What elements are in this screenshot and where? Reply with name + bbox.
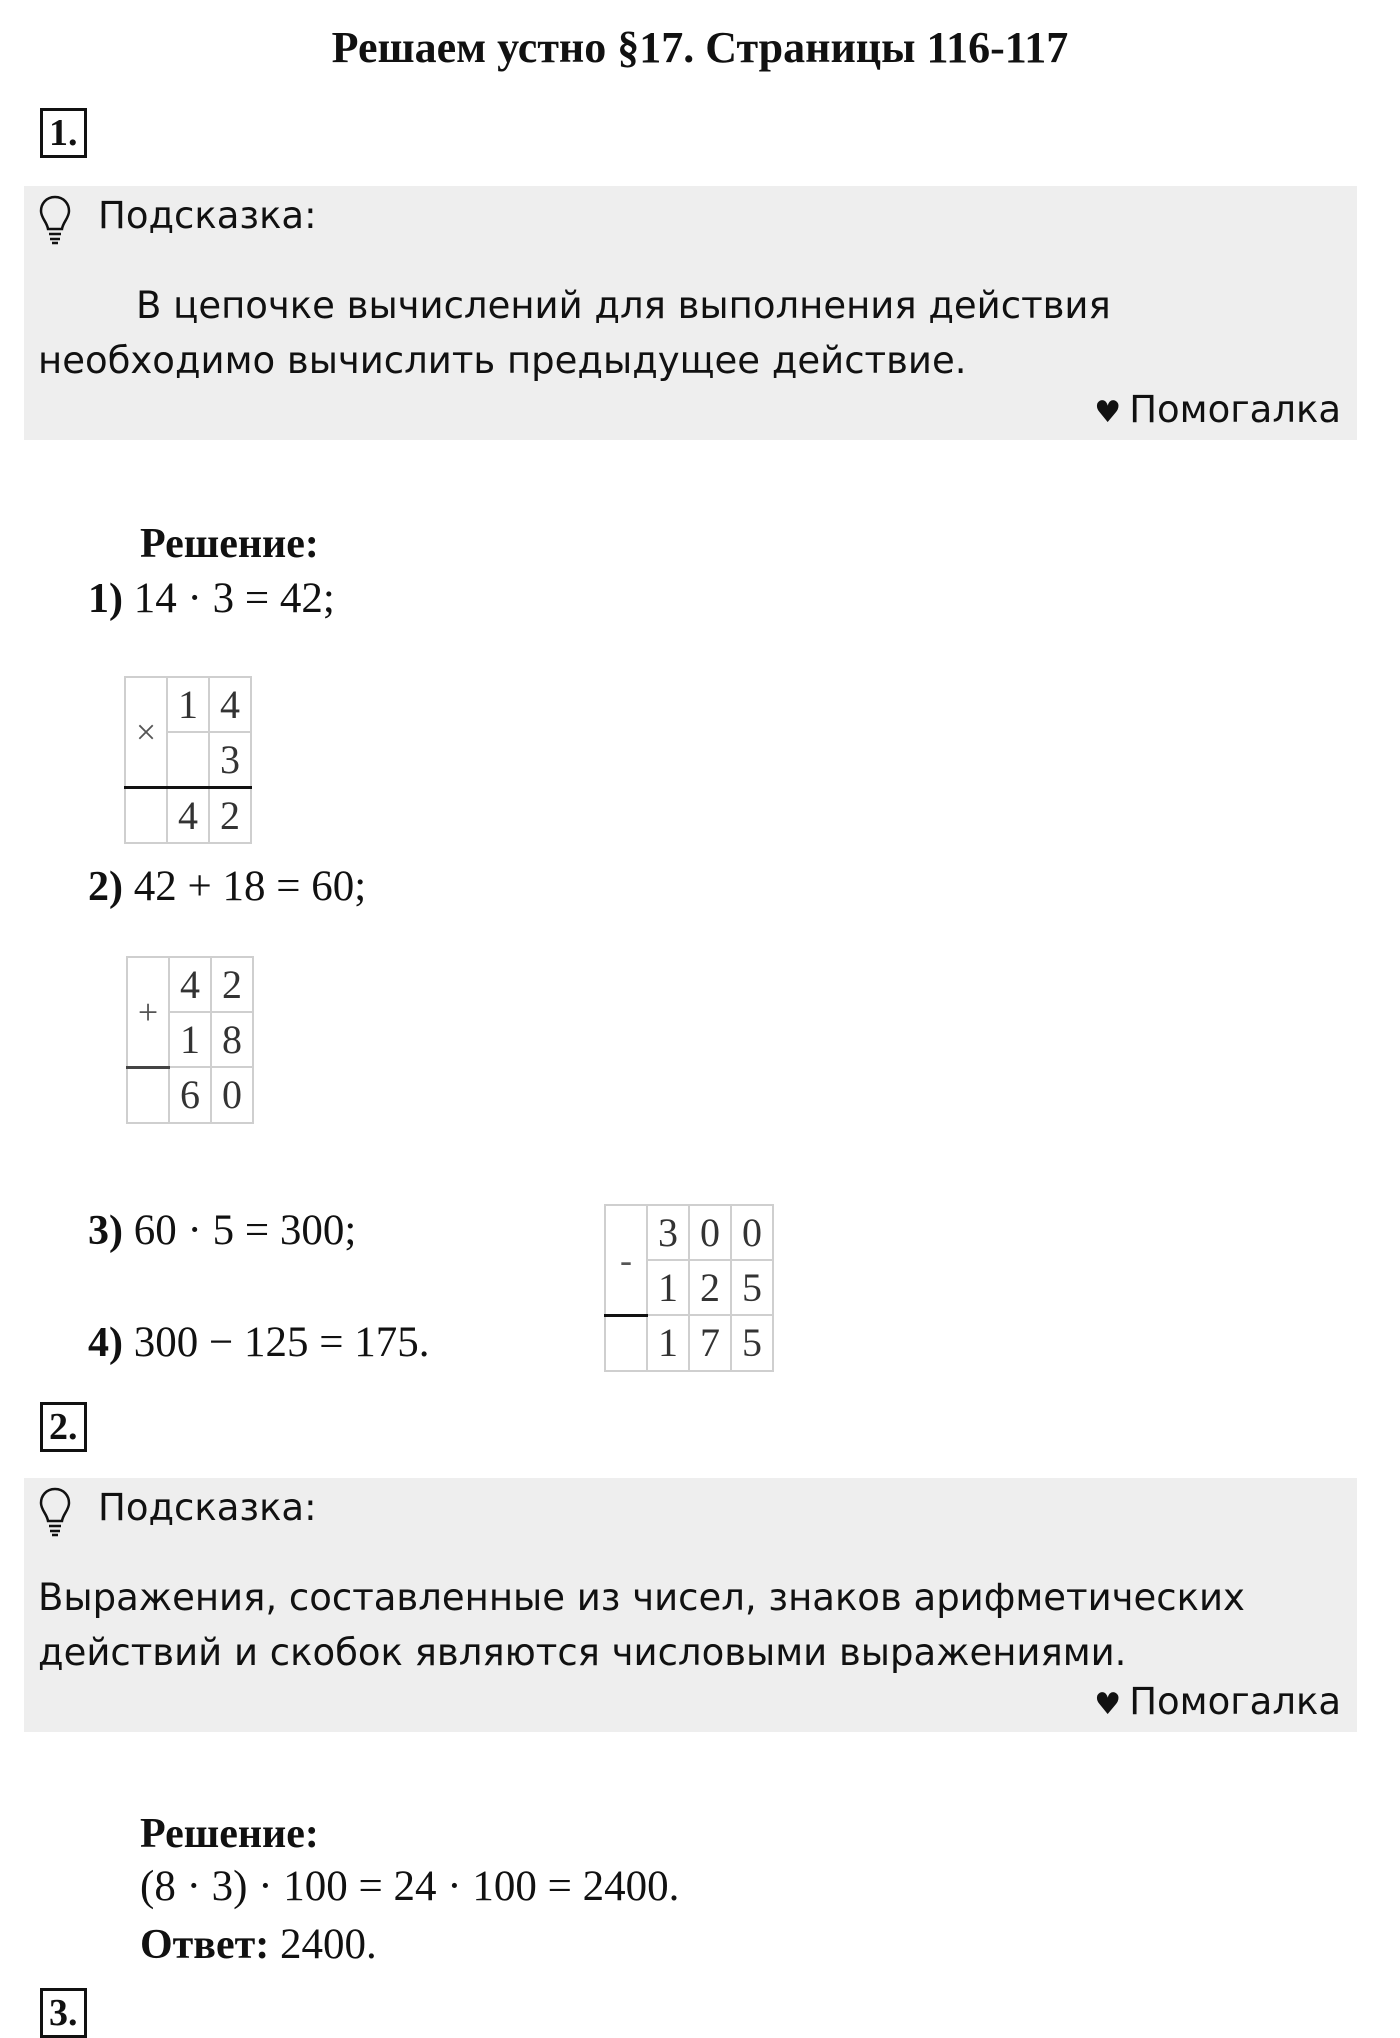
task-number-1: 1. <box>40 108 87 158</box>
step-1: 1) 14 · 3 = 42; <box>88 575 335 622</box>
solution-expression-2: (8 · 3) · 100 = 24 · 100 = 2400. <box>140 1863 680 1910</box>
hint-box-2 <box>24 1478 1357 1732</box>
step-4: 4) 300 − 125 = 175. <box>88 1319 430 1366</box>
plus-sign: + <box>127 957 169 1067</box>
hint-heading: Подсказка: <box>98 194 317 237</box>
lightbulb-icon <box>38 194 72 246</box>
task-number-2: 2. <box>40 1402 87 1452</box>
step-3: 3) 60 · 5 = 300; <box>88 1207 357 1254</box>
answer-2: Ответ: 2400. <box>140 1921 377 1968</box>
lightbulb-icon <box>38 1486 72 1538</box>
brand-label[interactable]: ♥ Помогалка <box>1094 388 1341 431</box>
minus-sign: - <box>605 1205 647 1315</box>
column-multiplication: × 1 4 3 4 2 <box>124 676 252 844</box>
brand-label[interactable]: ♥ Помогалка <box>1094 1680 1341 1723</box>
task-number-3: 3. <box>40 1988 87 2038</box>
step-2: 2) 42 + 18 = 60; <box>88 863 367 910</box>
column-addition: + 4 2 1 8 6 0 <box>126 956 254 1124</box>
heart-icon: ♥ <box>1094 395 1122 430</box>
hint-box-1 <box>24 186 1357 440</box>
solution-label-2: Решение: <box>140 1811 319 1857</box>
multiply-sign: × <box>125 677 167 788</box>
hint-text: В цепочке вычислений для выполнения действия необходимо вычислить предыдущее действие. <box>38 284 1111 382</box>
solution-label-1: Решение: <box>140 521 319 567</box>
hint-heading: Подсказка: <box>98 1486 317 1529</box>
column-subtraction: - 3 0 0 1 2 5 1 7 5 <box>604 1204 774 1372</box>
heart-icon: ♥ <box>1094 1687 1122 1722</box>
hint-text: Выражения, составленные из чисел, знаков арифметических действий и скобок являются числовыми выражениями. <box>38 1576 1245 1674</box>
page-title: Решаем устно §17. Страницы 116-117 <box>331 23 1069 72</box>
